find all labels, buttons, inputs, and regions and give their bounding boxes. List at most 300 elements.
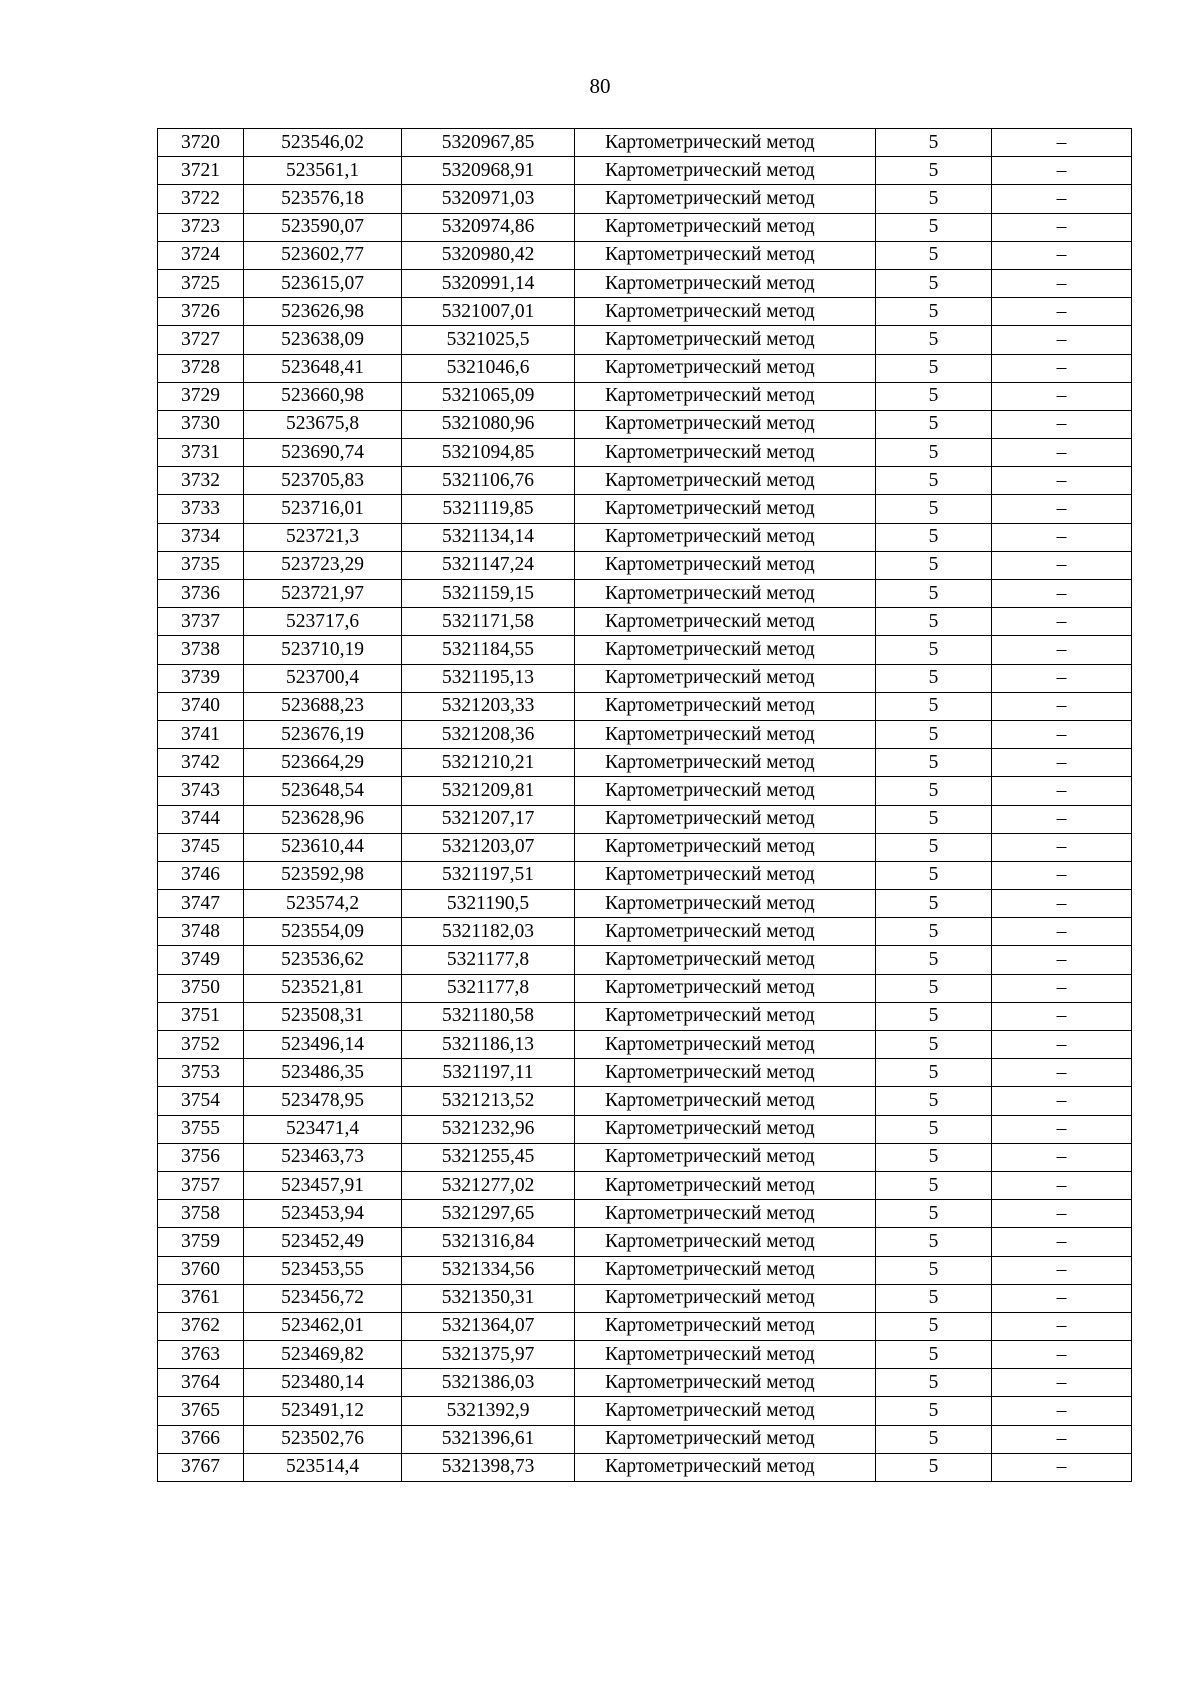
y-coordinate-cell: 5321177,8 [402, 974, 575, 1002]
x-coordinate-cell: 523688,23 [244, 692, 402, 720]
x-coordinate-cell: 523453,94 [244, 1200, 402, 1228]
table-row [158, 777, 1132, 805]
accuracy-cell: 5 [876, 833, 992, 861]
x-coordinate-cell: 523463,73 [244, 1143, 402, 1171]
page-number: 80 [589, 74, 611, 98]
x-coordinate-cell: 523638,09 [244, 326, 402, 354]
point-number-cell: 3739 [158, 664, 244, 692]
accuracy-cell: 5 [876, 1369, 992, 1397]
x-coordinate-cell: 523721,97 [244, 580, 402, 608]
x-coordinate-cell: 523690,74 [244, 439, 402, 467]
x-coordinate-cell: 523521,81 [244, 974, 402, 1002]
description-cell: – [992, 213, 1132, 241]
method-cell: Картометрический метод [575, 749, 876, 777]
y-coordinate-cell: 5321106,76 [402, 467, 575, 495]
description-cell: – [992, 833, 1132, 861]
x-coordinate-cell: 523452,49 [244, 1228, 402, 1256]
x-coordinate-cell: 523628,96 [244, 805, 402, 833]
x-coordinate-cell: 523660,98 [244, 382, 402, 410]
description-cell: – [992, 157, 1132, 185]
table-row [158, 833, 1132, 861]
accuracy-cell: 5 [876, 1002, 992, 1030]
y-coordinate-cell: 5321208,36 [402, 720, 575, 748]
accuracy-cell: 5 [876, 1397, 992, 1425]
table-row [158, 523, 1132, 551]
y-coordinate-cell: 5321255,45 [402, 1143, 575, 1171]
method-cell: Картометрический метод [575, 1397, 876, 1425]
method-cell: Картометрический метод [575, 269, 876, 297]
point-number-cell: 3727 [158, 326, 244, 354]
accuracy-cell: 5 [876, 1200, 992, 1228]
table-row [158, 129, 1132, 157]
table-row [158, 185, 1132, 213]
description-cell: – [992, 495, 1132, 523]
y-coordinate-cell: 5320968,91 [402, 157, 575, 185]
x-coordinate-cell: 523486,35 [244, 1059, 402, 1087]
x-coordinate-cell: 523615,07 [244, 269, 402, 297]
description-cell: – [992, 720, 1132, 748]
accuracy-cell: 5 [876, 946, 992, 974]
method-cell: Картометрический метод [575, 551, 876, 579]
x-coordinate-cell: 523721,3 [244, 523, 402, 551]
method-cell: Картометрический метод [575, 720, 876, 748]
point-number-cell: 3761 [158, 1284, 244, 1312]
y-coordinate-cell: 5321065,09 [402, 382, 575, 410]
description-cell: – [992, 326, 1132, 354]
table-row [158, 1143, 1132, 1171]
accuracy-cell: 5 [876, 495, 992, 523]
y-coordinate-cell: 5320974,86 [402, 213, 575, 241]
method-cell: Картометрический метод [575, 382, 876, 410]
point-number-cell: 3722 [158, 185, 244, 213]
table-row [158, 269, 1132, 297]
method-cell: Картометрический метод [575, 664, 876, 692]
x-coordinate-cell: 523546,02 [244, 129, 402, 157]
table-row [158, 241, 1132, 269]
y-coordinate-cell: 5320980,42 [402, 241, 575, 269]
description-cell: – [992, 1453, 1132, 1481]
y-coordinate-cell: 5321094,85 [402, 439, 575, 467]
y-coordinate-cell: 5321297,65 [402, 1200, 575, 1228]
method-cell: Картометрический метод [575, 608, 876, 636]
point-number-cell: 3759 [158, 1228, 244, 1256]
method-cell: Картометрический метод [575, 918, 876, 946]
method-cell: Картометрический метод [575, 1312, 876, 1340]
table-row [158, 157, 1132, 185]
x-coordinate-cell: 523705,83 [244, 467, 402, 495]
point-number-cell: 3730 [158, 410, 244, 438]
point-number-cell: 3755 [158, 1115, 244, 1143]
method-cell: Картометрический метод [575, 354, 876, 382]
method-cell: Картометрический метод [575, 890, 876, 918]
point-number-cell: 3745 [158, 833, 244, 861]
description-cell: – [992, 1115, 1132, 1143]
table-row [158, 326, 1132, 354]
method-cell: Картометрический метод [575, 1171, 876, 1199]
description-cell: – [992, 551, 1132, 579]
x-coordinate-cell: 523561,1 [244, 157, 402, 185]
y-coordinate-cell: 5321182,03 [402, 918, 575, 946]
y-coordinate-cell: 5321203,07 [402, 833, 575, 861]
point-number-cell: 3767 [158, 1453, 244, 1481]
accuracy-cell: 5 [876, 1115, 992, 1143]
table-row [158, 974, 1132, 1002]
point-number-cell: 3765 [158, 1397, 244, 1425]
accuracy-cell: 5 [876, 1341, 992, 1369]
method-cell: Картометрический метод [575, 1284, 876, 1312]
y-coordinate-cell: 5321209,81 [402, 777, 575, 805]
table-row [158, 1228, 1132, 1256]
x-coordinate-cell: 523502,76 [244, 1425, 402, 1453]
table-row [158, 946, 1132, 974]
accuracy-cell: 5 [876, 439, 992, 467]
point-number-cell: 3737 [158, 608, 244, 636]
accuracy-cell: 5 [876, 636, 992, 664]
accuracy-cell: 5 [876, 382, 992, 410]
accuracy-cell: 5 [876, 749, 992, 777]
method-cell: Картометрический метод [575, 410, 876, 438]
table-row [158, 918, 1132, 946]
x-coordinate-cell: 523536,62 [244, 946, 402, 974]
accuracy-cell: 5 [876, 269, 992, 297]
table-row [158, 1369, 1132, 1397]
table-row [158, 1453, 1132, 1481]
accuracy-cell: 5 [876, 157, 992, 185]
method-cell: Картометрический метод [575, 1031, 876, 1059]
accuracy-cell: 5 [876, 777, 992, 805]
x-coordinate-cell: 523491,12 [244, 1397, 402, 1425]
y-coordinate-cell: 5321203,33 [402, 692, 575, 720]
y-coordinate-cell: 5321171,58 [402, 608, 575, 636]
table-row [158, 1002, 1132, 1030]
x-coordinate-cell: 523514,4 [244, 1453, 402, 1481]
method-cell: Картометрический метод [575, 495, 876, 523]
description-cell: – [992, 974, 1132, 1002]
description-cell: – [992, 1228, 1132, 1256]
description-cell: – [992, 861, 1132, 889]
x-coordinate-cell: 523592,98 [244, 861, 402, 889]
description-cell: – [992, 467, 1132, 495]
y-coordinate-cell: 5321197,11 [402, 1059, 575, 1087]
point-number-cell: 3729 [158, 382, 244, 410]
accuracy-cell: 5 [876, 720, 992, 748]
x-coordinate-cell: 523717,6 [244, 608, 402, 636]
description-cell: – [992, 636, 1132, 664]
table-row [158, 890, 1132, 918]
point-number-cell: 3723 [158, 213, 244, 241]
description-cell: – [992, 523, 1132, 551]
accuracy-cell: 5 [876, 890, 992, 918]
method-cell: Картометрический метод [575, 1453, 876, 1481]
y-coordinate-cell: 5321210,21 [402, 749, 575, 777]
table-row [158, 805, 1132, 833]
x-coordinate-cell: 523664,29 [244, 749, 402, 777]
table-body [158, 129, 1132, 1482]
point-number-cell: 3747 [158, 890, 244, 918]
table-row [158, 1312, 1132, 1340]
x-coordinate-cell: 523648,41 [244, 354, 402, 382]
method-cell: Картометрический метод [575, 1369, 876, 1397]
table-row [158, 1256, 1132, 1284]
point-number-cell: 3720 [158, 129, 244, 157]
x-coordinate-cell: 523508,31 [244, 1002, 402, 1030]
y-coordinate-cell: 5321147,24 [402, 551, 575, 579]
method-cell: Картометрический метод [575, 326, 876, 354]
accuracy-cell: 5 [876, 1284, 992, 1312]
x-coordinate-cell: 523610,44 [244, 833, 402, 861]
table-row [158, 439, 1132, 467]
method-cell: Картометрический метод [575, 157, 876, 185]
point-number-cell: 3749 [158, 946, 244, 974]
table-row [158, 664, 1132, 692]
description-cell: – [992, 1031, 1132, 1059]
method-cell: Картометрический метод [575, 777, 876, 805]
description-cell: – [992, 580, 1132, 608]
description-cell: – [992, 777, 1132, 805]
accuracy-cell: 5 [876, 1171, 992, 1199]
accuracy-cell: 5 [876, 1453, 992, 1481]
table-row [158, 1171, 1132, 1199]
point-number-cell: 3736 [158, 580, 244, 608]
y-coordinate-cell: 5321386,03 [402, 1369, 575, 1397]
accuracy-cell: 5 [876, 326, 992, 354]
y-coordinate-cell: 5321398,73 [402, 1453, 575, 1481]
y-coordinate-cell: 5321046,6 [402, 354, 575, 382]
description-cell: – [992, 354, 1132, 382]
point-number-cell: 3742 [158, 749, 244, 777]
table-row [158, 467, 1132, 495]
x-coordinate-cell: 523676,19 [244, 720, 402, 748]
description-cell: – [992, 1341, 1132, 1369]
point-number-cell: 3754 [158, 1087, 244, 1115]
x-coordinate-cell: 523716,01 [244, 495, 402, 523]
coordinates-table [157, 128, 1132, 1482]
accuracy-cell: 5 [876, 805, 992, 833]
x-coordinate-cell: 523710,19 [244, 636, 402, 664]
x-coordinate-cell: 523478,95 [244, 1087, 402, 1115]
description-cell: – [992, 185, 1132, 213]
x-coordinate-cell: 523462,01 [244, 1312, 402, 1340]
description-cell: – [992, 1143, 1132, 1171]
accuracy-cell: 5 [876, 1087, 992, 1115]
table-row [158, 608, 1132, 636]
point-number-cell: 3726 [158, 298, 244, 326]
accuracy-cell: 5 [876, 410, 992, 438]
point-number-cell: 3766 [158, 1425, 244, 1453]
y-coordinate-cell: 5321392,9 [402, 1397, 575, 1425]
point-number-cell: 3734 [158, 523, 244, 551]
y-coordinate-cell: 5321190,5 [402, 890, 575, 918]
point-number-cell: 3746 [158, 861, 244, 889]
y-coordinate-cell: 5321350,31 [402, 1284, 575, 1312]
method-cell: Картометрический метод [575, 1228, 876, 1256]
method-cell: Картометрический метод [575, 1143, 876, 1171]
point-number-cell: 3731 [158, 439, 244, 467]
accuracy-cell: 5 [876, 185, 992, 213]
y-coordinate-cell: 5321080,96 [402, 410, 575, 438]
point-number-cell: 3721 [158, 157, 244, 185]
method-cell: Картометрический метод [575, 805, 876, 833]
y-coordinate-cell: 5321195,13 [402, 664, 575, 692]
accuracy-cell: 5 [876, 1059, 992, 1087]
y-coordinate-cell: 5321159,15 [402, 580, 575, 608]
point-number-cell: 3750 [158, 974, 244, 1002]
point-number-cell: 3756 [158, 1143, 244, 1171]
accuracy-cell: 5 [876, 861, 992, 889]
method-cell: Картометрический метод [575, 1002, 876, 1030]
table-row [158, 1059, 1132, 1087]
method-cell: Картометрический метод [575, 1425, 876, 1453]
table-row [158, 354, 1132, 382]
y-coordinate-cell: 5321277,02 [402, 1171, 575, 1199]
accuracy-cell: 5 [876, 241, 992, 269]
table-row [158, 551, 1132, 579]
accuracy-cell: 5 [876, 298, 992, 326]
y-coordinate-cell: 5321184,55 [402, 636, 575, 664]
point-number-cell: 3743 [158, 777, 244, 805]
table-row [158, 636, 1132, 664]
table-row [158, 749, 1132, 777]
description-cell: – [992, 129, 1132, 157]
accuracy-cell: 5 [876, 608, 992, 636]
description-cell: – [992, 1171, 1132, 1199]
point-number-cell: 3760 [158, 1256, 244, 1284]
accuracy-cell: 5 [876, 213, 992, 241]
table-row [158, 720, 1132, 748]
y-coordinate-cell: 5321197,51 [402, 861, 575, 889]
description-cell: – [992, 664, 1132, 692]
x-coordinate-cell: 523602,77 [244, 241, 402, 269]
x-coordinate-cell: 523496,14 [244, 1031, 402, 1059]
method-cell: Картометрический метод [575, 946, 876, 974]
table-row [158, 1341, 1132, 1369]
description-cell: – [992, 1087, 1132, 1115]
point-number-cell: 3764 [158, 1369, 244, 1397]
y-coordinate-cell: 5321316,84 [402, 1228, 575, 1256]
y-coordinate-cell: 5320971,03 [402, 185, 575, 213]
y-coordinate-cell: 5321180,58 [402, 1002, 575, 1030]
table-row [158, 1397, 1132, 1425]
description-cell: – [992, 890, 1132, 918]
x-coordinate-cell: 523700,4 [244, 664, 402, 692]
description-cell: – [992, 1369, 1132, 1397]
accuracy-cell: 5 [876, 664, 992, 692]
y-coordinate-cell: 5321007,01 [402, 298, 575, 326]
method-cell: Картометрический метод [575, 129, 876, 157]
description-cell: – [992, 298, 1132, 326]
method-cell: Картометрический метод [575, 1200, 876, 1228]
x-coordinate-cell: 523471,4 [244, 1115, 402, 1143]
y-coordinate-cell: 5321025,5 [402, 326, 575, 354]
description-cell: – [992, 805, 1132, 833]
y-coordinate-cell: 5321334,56 [402, 1256, 575, 1284]
y-coordinate-cell: 5320967,85 [402, 129, 575, 157]
table-row [158, 298, 1132, 326]
table-row [158, 1200, 1132, 1228]
accuracy-cell: 5 [876, 1031, 992, 1059]
table-row [158, 1115, 1132, 1143]
point-number-cell: 3732 [158, 467, 244, 495]
description-cell: – [992, 1312, 1132, 1340]
method-cell: Картометрический метод [575, 1115, 876, 1143]
table-row [158, 213, 1132, 241]
description-cell: – [992, 439, 1132, 467]
x-coordinate-cell: 523453,55 [244, 1256, 402, 1284]
point-number-cell: 3741 [158, 720, 244, 748]
method-cell: Картометрический метод [575, 1059, 876, 1087]
description-cell: – [992, 1200, 1132, 1228]
accuracy-cell: 5 [876, 1228, 992, 1256]
point-number-cell: 3728 [158, 354, 244, 382]
x-coordinate-cell: 523576,18 [244, 185, 402, 213]
point-number-cell: 3763 [158, 1341, 244, 1369]
table-row [158, 495, 1132, 523]
table-row [158, 1031, 1132, 1059]
method-cell: Картометрический метод [575, 439, 876, 467]
description-cell: – [992, 918, 1132, 946]
description-cell: – [992, 1397, 1132, 1425]
description-cell: – [992, 1256, 1132, 1284]
table-row [158, 382, 1132, 410]
point-number-cell: 3724 [158, 241, 244, 269]
table-row [158, 580, 1132, 608]
method-cell: Картометрический метод [575, 636, 876, 664]
method-cell: Картометрический метод [575, 1256, 876, 1284]
description-cell: – [992, 749, 1132, 777]
accuracy-cell: 5 [876, 918, 992, 946]
description-cell: – [992, 241, 1132, 269]
method-cell: Картометрический метод [575, 185, 876, 213]
method-cell: Картометрический метод [575, 833, 876, 861]
description-cell: – [992, 1002, 1132, 1030]
x-coordinate-cell: 523675,8 [244, 410, 402, 438]
point-number-cell: 3751 [158, 1002, 244, 1030]
table-row [158, 1087, 1132, 1115]
accuracy-cell: 5 [876, 974, 992, 1002]
table-row [158, 410, 1132, 438]
method-cell: Картометрический метод [575, 213, 876, 241]
x-coordinate-cell: 523590,07 [244, 213, 402, 241]
method-cell: Картометрический метод [575, 298, 876, 326]
point-number-cell: 3753 [158, 1059, 244, 1087]
point-number-cell: 3744 [158, 805, 244, 833]
table-row [158, 861, 1132, 889]
method-cell: Картометрический метод [575, 1087, 876, 1115]
x-coordinate-cell: 523574,2 [244, 890, 402, 918]
method-cell: Картометрический метод [575, 692, 876, 720]
y-coordinate-cell: 5321119,85 [402, 495, 575, 523]
x-coordinate-cell: 523626,98 [244, 298, 402, 326]
point-number-cell: 3735 [158, 551, 244, 579]
method-cell: Картометрический метод [575, 974, 876, 1002]
accuracy-cell: 5 [876, 580, 992, 608]
point-number-cell: 3725 [158, 269, 244, 297]
method-cell: Картометрический метод [575, 1341, 876, 1369]
y-coordinate-cell: 5321177,8 [402, 946, 575, 974]
x-coordinate-cell: 523480,14 [244, 1369, 402, 1397]
x-coordinate-cell: 523457,91 [244, 1171, 402, 1199]
description-cell: – [992, 946, 1132, 974]
description-cell: – [992, 1425, 1132, 1453]
y-coordinate-cell: 5321207,17 [402, 805, 575, 833]
method-cell: Картометрический метод [575, 580, 876, 608]
accuracy-cell: 5 [876, 467, 992, 495]
accuracy-cell: 5 [876, 1143, 992, 1171]
accuracy-cell: 5 [876, 692, 992, 720]
description-cell: – [992, 1284, 1132, 1312]
table-row [158, 1284, 1132, 1312]
point-number-cell: 3758 [158, 1200, 244, 1228]
